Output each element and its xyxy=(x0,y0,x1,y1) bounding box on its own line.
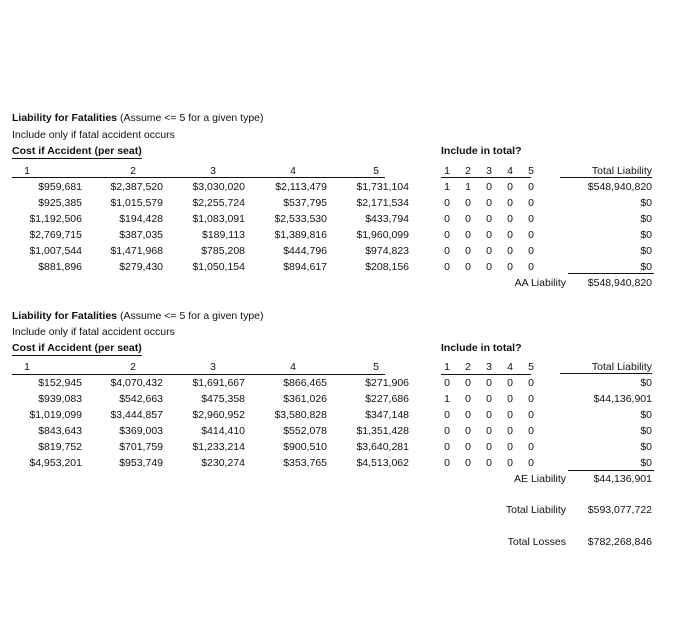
summary-label: AE Liability xyxy=(514,473,566,485)
cost-cell: $361,026 xyxy=(283,393,327,405)
total-liability-value: $548,940,820 xyxy=(587,181,652,193)
column-header: 4 xyxy=(290,361,296,373)
include-flag: 0 xyxy=(444,377,450,389)
include-flag: 0 xyxy=(507,409,513,421)
column-header: 5 xyxy=(373,165,379,177)
total-liability-value: $44,136,901 xyxy=(593,393,652,405)
include-flag: 0 xyxy=(486,197,492,209)
include-flag: 0 xyxy=(528,409,534,421)
include-flag: 0 xyxy=(528,441,534,453)
include-label: Include in total? xyxy=(441,145,522,157)
include-flag: 0 xyxy=(465,197,471,209)
cost-cell: $1,007,544 xyxy=(29,245,82,257)
include-column-header: 3 xyxy=(486,165,492,177)
include-flag: 1 xyxy=(444,181,450,193)
cost-cell: $701,759 xyxy=(119,441,163,453)
cost-cell: $1,019,099 xyxy=(29,409,82,421)
include-flag: 0 xyxy=(528,393,534,405)
cost-cell: $785,208 xyxy=(201,245,245,257)
cost-cell: $189,113 xyxy=(201,229,245,241)
include-flag: 0 xyxy=(507,245,513,257)
column-header: 3 xyxy=(210,165,216,177)
include-flag: 0 xyxy=(486,229,492,241)
cost-cell: $1,192,506 xyxy=(29,213,82,225)
cost-cell: $2,533,530 xyxy=(274,213,327,225)
include-flag: 0 xyxy=(444,425,450,437)
cost-cell: $819,752 xyxy=(38,441,82,453)
include-flag: 0 xyxy=(528,245,534,257)
include-flag: 0 xyxy=(486,213,492,225)
include-flag: 0 xyxy=(486,377,492,389)
summary-value: $548,940,820 xyxy=(587,277,652,289)
total-liability-value: $0 xyxy=(640,213,652,225)
cost-cell: $279,430 xyxy=(119,261,163,273)
cost-cell: $3,030,020 xyxy=(192,181,245,193)
include-flag: 0 xyxy=(465,213,471,225)
cost-cell: $2,960,952 xyxy=(192,409,245,421)
cost-cell: $542,663 xyxy=(119,393,163,405)
include-column-header: 4 xyxy=(507,165,513,177)
cost-cell: $2,255,724 xyxy=(192,197,245,209)
include-column-header: 2 xyxy=(465,165,471,177)
include-flag: 1 xyxy=(465,181,471,193)
include-column-header: 5 xyxy=(528,165,534,177)
include-flag: 0 xyxy=(528,457,534,469)
include-flag: 0 xyxy=(528,181,534,193)
section-title: Liability for Fatalities (Assume <= 5 for a given type) xyxy=(12,310,264,322)
include-header-rule xyxy=(441,177,531,178)
include-flag: 0 xyxy=(444,197,450,209)
include-flag: 0 xyxy=(444,409,450,421)
include-flag: 0 xyxy=(507,197,513,209)
summary-value: $44,136,901 xyxy=(593,473,652,485)
column-header: 1 xyxy=(24,361,30,373)
total-liability-label: Total Liability xyxy=(505,504,566,516)
cost-cell: $347,148 xyxy=(365,409,409,421)
column-header: 2 xyxy=(130,165,136,177)
cost-cell: $353,765 xyxy=(283,457,327,469)
include-flag: 0 xyxy=(528,229,534,241)
cost-header-rule xyxy=(12,374,385,375)
cost-cell: $194,428 xyxy=(119,213,163,225)
cost-cell: $1,471,968 xyxy=(110,245,163,257)
cost-cell: $1,691,667 xyxy=(192,377,245,389)
cost-cell: $1,731,104 xyxy=(356,181,409,193)
include-flag: 0 xyxy=(465,261,471,273)
include-column-header: 4 xyxy=(507,361,513,373)
total-liability-value: $0 xyxy=(640,457,652,469)
cost-cell: $953,749 xyxy=(119,457,163,469)
column-header: 1 xyxy=(24,165,30,177)
cost-cell: $4,070,432 xyxy=(110,377,163,389)
cost-cell: $1,960,099 xyxy=(356,229,409,241)
include-flag: 0 xyxy=(465,409,471,421)
include-flag: 0 xyxy=(507,181,513,193)
include-flag: 0 xyxy=(486,181,492,193)
include-flag: 0 xyxy=(507,441,513,453)
cost-cell: $2,171,534 xyxy=(356,197,409,209)
include-label: Include in total? xyxy=(441,342,522,354)
include-flag: 0 xyxy=(444,229,450,241)
total-liability-value: $0 xyxy=(640,409,652,421)
include-flag: 0 xyxy=(507,213,513,225)
cost-cell: $900,510 xyxy=(283,441,327,453)
include-flag: 0 xyxy=(507,425,513,437)
cost-cell: $1,015,579 xyxy=(110,197,163,209)
include-column-header: 1 xyxy=(444,165,450,177)
include-flag: 0 xyxy=(444,245,450,257)
total-rule xyxy=(568,273,654,274)
include-flag: 0 xyxy=(528,261,534,273)
cost-cell: $475,358 xyxy=(201,393,245,405)
cost-cell: $1,083,091 xyxy=(192,213,245,225)
cost-cell: $4,513,062 xyxy=(356,457,409,469)
include-flag: 0 xyxy=(507,377,513,389)
total-losses-label: Total Losses xyxy=(507,536,566,548)
include-flag: 0 xyxy=(528,213,534,225)
include-flag: 0 xyxy=(486,441,492,453)
cost-cell: $271,906 xyxy=(365,377,409,389)
cost-cell: $387,035 xyxy=(119,229,163,241)
column-header: 3 xyxy=(210,361,216,373)
cost-cell: $2,387,520 xyxy=(110,181,163,193)
cost-cell: $230,274 xyxy=(201,457,245,469)
include-flag: 0 xyxy=(528,425,534,437)
cost-cell: $227,686 xyxy=(365,393,409,405)
cost-cell: $939,083 xyxy=(38,393,82,405)
summary-label: AA Liability xyxy=(514,277,566,289)
include-column-header: 5 xyxy=(528,361,534,373)
cost-cell: $152,945 xyxy=(38,377,82,389)
total-liability-value: $0 xyxy=(640,377,652,389)
total-liability-header: Total Liability xyxy=(560,165,652,178)
cost-cell: $1,351,428 xyxy=(356,425,409,437)
include-flag: 1 xyxy=(444,393,450,405)
total-liability-value: $0 xyxy=(640,245,652,257)
cost-cell: $1,233,214 xyxy=(192,441,245,453)
total-rule xyxy=(568,470,654,471)
cost-cell: $959,681 xyxy=(38,181,82,193)
total-liability-value: $0 xyxy=(640,261,652,273)
cost-label: Cost if Accident (per seat) xyxy=(12,145,142,157)
cost-cell: $3,580,828 xyxy=(274,409,327,421)
include-flag: 0 xyxy=(486,245,492,257)
include-flag: 0 xyxy=(465,245,471,257)
include-flag: 0 xyxy=(528,197,534,209)
cost-cell: $208,156 xyxy=(365,261,409,273)
include-flag: 0 xyxy=(486,261,492,273)
cost-label: Cost if Accident (per seat) xyxy=(12,342,142,354)
column-header: 5 xyxy=(373,361,379,373)
section-subtitle: Include only if fatal accident occurs xyxy=(12,326,175,338)
cost-cell: $866,465 xyxy=(283,377,327,389)
include-flag: 0 xyxy=(486,425,492,437)
include-flag: 0 xyxy=(444,261,450,273)
include-column-header: 2 xyxy=(465,361,471,373)
total-liability-value: $0 xyxy=(640,425,652,437)
include-column-header: 1 xyxy=(444,361,450,373)
total-liability-value: $593,077,722 xyxy=(587,504,652,516)
cost-cell: $4,953,201 xyxy=(29,457,82,469)
include-flag: 0 xyxy=(465,393,471,405)
cost-cell: $1,050,154 xyxy=(192,261,245,273)
cost-cell: $925,385 xyxy=(38,197,82,209)
cost-cell: $2,113,479 xyxy=(275,181,327,193)
include-flag: 0 xyxy=(486,393,492,405)
cost-cell: $369,003 xyxy=(119,425,163,437)
cost-cell: $537,795 xyxy=(283,197,327,209)
include-flag: 0 xyxy=(444,457,450,469)
cost-cell: $433,794 xyxy=(365,213,409,225)
total-liability-value: $0 xyxy=(640,197,652,209)
include-flag: 0 xyxy=(465,377,471,389)
column-header: 2 xyxy=(130,361,136,373)
total-liability-header: Total Liability xyxy=(560,361,652,374)
cost-cell: $3,444,857 xyxy=(110,409,163,421)
cost-cell: $3,640,281 xyxy=(356,441,409,453)
cost-cell: $552,078 xyxy=(283,425,327,437)
cost-cell: $1,389,816 xyxy=(274,229,327,241)
column-header: 4 xyxy=(290,165,296,177)
section-title: Liability for Fatalities (Assume <= 5 for a given type) xyxy=(12,112,264,124)
cost-cell: $894,617 xyxy=(283,261,327,273)
include-flag: 0 xyxy=(486,409,492,421)
include-flag: 0 xyxy=(507,457,513,469)
include-header-rule xyxy=(441,374,531,375)
cost-cell: $881,896 xyxy=(38,261,82,273)
total-liability-value: $0 xyxy=(640,441,652,453)
cost-cell: $414,410 xyxy=(201,425,245,437)
include-flag: 0 xyxy=(507,393,513,405)
include-flag: 0 xyxy=(465,425,471,437)
cost-header-rule xyxy=(12,177,385,178)
include-flag: 0 xyxy=(507,261,513,273)
include-flag: 0 xyxy=(465,457,471,469)
total-liability-value: $0 xyxy=(640,229,652,241)
include-column-header: 3 xyxy=(486,361,492,373)
cost-cell: $843,643 xyxy=(38,425,82,437)
include-flag: 0 xyxy=(465,441,471,453)
include-flag: 0 xyxy=(507,229,513,241)
cost-cell: $974,823 xyxy=(365,245,409,257)
section-subtitle: Include only if fatal accident occurs xyxy=(12,129,175,141)
include-flag: 0 xyxy=(528,377,534,389)
include-flag: 0 xyxy=(465,229,471,241)
cost-cell: $2,769,715 xyxy=(29,229,82,241)
include-flag: 0 xyxy=(486,457,492,469)
total-losses-value: $782,268,846 xyxy=(587,536,652,548)
include-flag: 0 xyxy=(444,441,450,453)
cost-cell: $444,796 xyxy=(283,245,327,257)
include-flag: 0 xyxy=(444,213,450,225)
